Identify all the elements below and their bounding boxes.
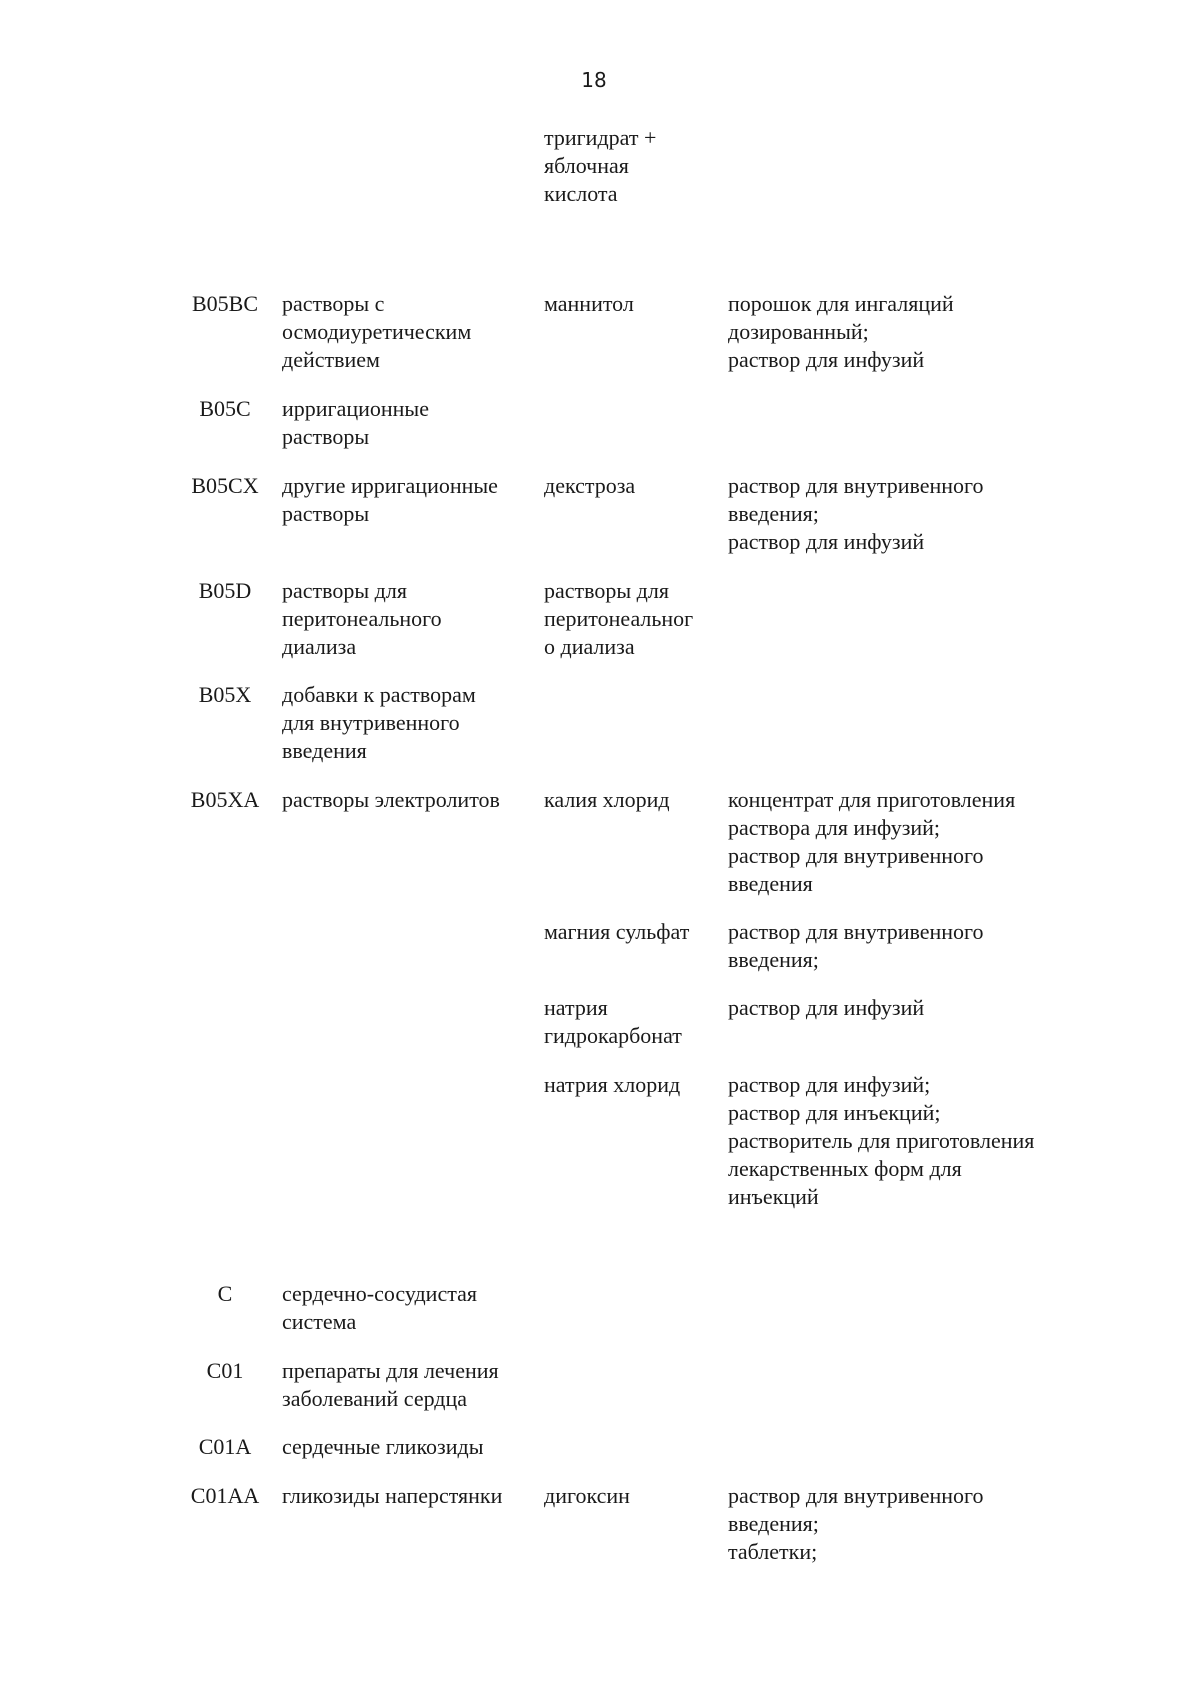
atc-code: C01A [198,1434,252,1459]
form-line: лекарственных форм для [728,1156,962,1181]
group-line: сердечные гликозиды [282,1434,484,1459]
group-line: растворы с [282,291,385,316]
group-line: препараты для лечения [282,1358,499,1383]
group-line: растворы электролитов [282,787,500,812]
inn-line: маннитол [544,291,634,316]
group-line: растворы для [282,578,407,603]
form-line: инъекций [728,1184,819,1209]
group-line: введения [282,738,367,763]
inn-line: дигоксин [544,1483,630,1508]
group-line: действием [282,347,380,372]
atc-code: C [217,1281,233,1306]
inn-line: калия хлорид [544,787,670,812]
group-line: для внутривенного [282,710,460,735]
form-line: раствор для внутривенного [728,919,984,944]
group-line: другие ирригационные [282,473,498,498]
group-line: перитонеального [282,606,442,631]
group-line: система [282,1309,357,1334]
form-line: дозированный; [728,319,869,344]
atc-code: C01 [206,1358,244,1383]
group-line: растворы [282,501,370,526]
atc-code: B05BC [191,291,259,316]
inn-line: тригидрат + [544,125,657,150]
inn-line: натрия хлорид [544,1072,681,1097]
group-line: растворы [282,424,370,449]
form-line: раствор для инфузий [728,529,925,554]
inn-line: натрия [544,995,608,1020]
form-line: раствор для внутривенного [728,843,984,868]
form-line: порошок для ингаляций [728,291,954,316]
group-line: заболеваний сердца [282,1386,468,1411]
inn-line: декстроза [544,473,636,498]
atc-code: B05C [199,396,251,421]
inn-line: магния сульфат [544,919,690,944]
atc-code: C01AA [190,1483,260,1508]
atc-code: B05D [198,578,252,603]
page-number: 18 [581,68,607,92]
form-line: раствор для инфузий [728,347,925,372]
atc-code: B05CX [191,473,259,498]
form-line: растворитель для приготовления [728,1128,1035,1153]
form-line: введения; [728,501,819,526]
group-line: ирригационные [282,396,429,421]
form-line: введения; [728,1511,819,1536]
group-line: диализа [282,634,357,659]
form-line: раствор для инъекций; [728,1100,941,1125]
group-line: добавки к растворам [282,682,476,707]
group-line: сердечно-сосудистая [282,1281,477,1306]
group-line: осмодиуретическим [282,319,472,344]
form-line: введения; [728,947,819,972]
inn-line: растворы для [544,578,669,603]
form-line: раствор для внутривенного [728,473,984,498]
inn-line: перитонеальног [544,606,694,631]
inn-line: гидрокарбонат [544,1023,682,1048]
form-line: введения [728,871,813,896]
atc-code: B05X [198,682,252,707]
form-line: раствора для инфузий; [728,815,941,840]
form-line: раствор для инфузий [728,995,925,1020]
atc-code: B05XA [190,787,260,812]
inn-line: кислота [544,181,618,206]
form-line: таблетки; [728,1539,818,1564]
form-line: раствор для внутривенного [728,1483,984,1508]
inn-line: яблочная [544,153,629,178]
form-line: концентрат для приготовления [728,787,1016,812]
group-line: гликозиды наперстянки [282,1483,503,1508]
inn-line: о диализа [544,634,635,659]
form-line: раствор для инфузий; [728,1072,931,1097]
